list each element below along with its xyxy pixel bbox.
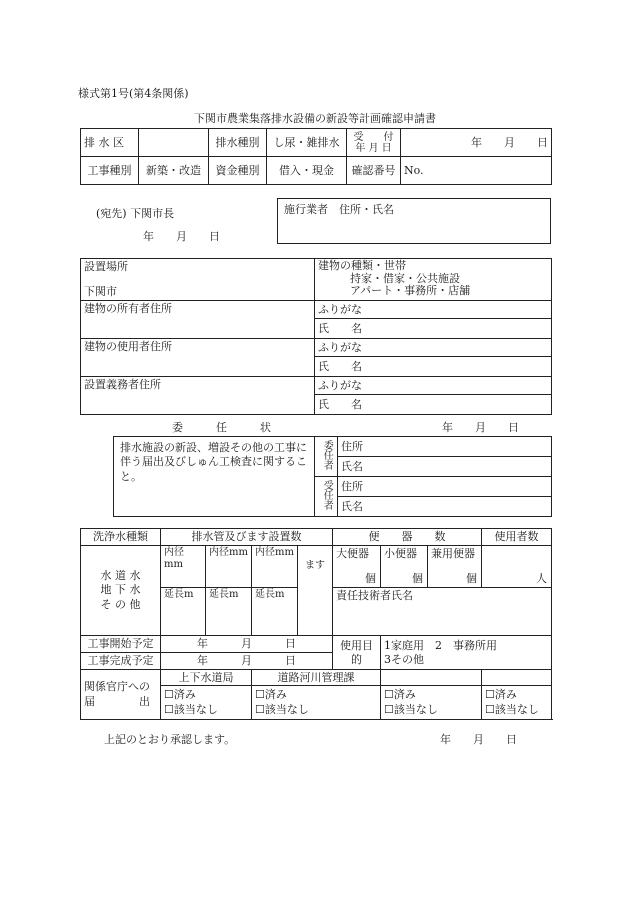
- fund-type-label: 資金種別: [209, 157, 267, 185]
- purpose-label: 使用目的: [333, 636, 381, 670]
- approval-date[interactable]: 年 月 日: [440, 733, 517, 746]
- fund-type-value[interactable]: 借入・現金: [267, 157, 347, 185]
- combined-fixture[interactable]: 兼用便器 個: [428, 546, 482, 588]
- length-2[interactable]: 延長m: [206, 588, 252, 636]
- proxy-title: 委 任 状: [172, 421, 271, 434]
- purpose-value[interactable]: 1家庭用 2 事務所用 3その他: [381, 636, 552, 670]
- delegator-name[interactable]: 氏名: [338, 457, 552, 477]
- owner-name[interactable]: 氏 名: [315, 319, 552, 339]
- received-date[interactable]: 年 月 日: [401, 129, 552, 157]
- install-place-cell[interactable]: [81, 259, 315, 301]
- length-1[interactable]: 延長m: [161, 588, 206, 636]
- proxy-date[interactable]: 年 月 日: [442, 421, 519, 434]
- received-label: 受 付 年 月 日: [347, 129, 401, 157]
- notify-label: 関係官庁への 届 出: [81, 670, 161, 720]
- obligor-name[interactable]: 氏 名: [315, 395, 552, 415]
- delegatee-label: 受任者: [315, 477, 338, 517]
- addressee-date[interactable]: 年 月 日: [143, 230, 220, 243]
- notify-water[interactable]: ☐済み ☐該当なし: [161, 686, 252, 720]
- office-blank-2: [482, 670, 552, 686]
- end-date[interactable]: 年 月 日: [161, 653, 333, 670]
- confirm-no-label: 確認番号: [347, 157, 401, 185]
- engineer-name[interactable]: 責任技術者氏名: [333, 588, 552, 636]
- user-furigana[interactable]: ふりがな: [315, 339, 552, 357]
- users-count[interactable]: 人: [482, 546, 552, 588]
- obligor-addr-label[interactable]: 設置義務者住所: [81, 377, 315, 415]
- header-table: [80, 128, 552, 185]
- delegatee-name[interactable]: 氏名: [338, 497, 552, 517]
- notify-other-2[interactable]: ☐済み ☐該当なし: [482, 686, 552, 720]
- building-type-line2: 持家・借家・公共施設: [350, 271, 460, 285]
- length-3[interactable]: 延長m: [252, 588, 298, 636]
- form-id: 様式第1号(第4条関係): [78, 87, 189, 100]
- building-type-cell[interactable]: [315, 259, 552, 301]
- install-place-label: 設置場所: [84, 260, 128, 273]
- proxy-table: [113, 436, 552, 517]
- confirm-no-value[interactable]: No.: [401, 157, 552, 185]
- approval-text: 上記のとおり承認します。: [104, 733, 236, 746]
- building-type-label: 建物の種類・世帯: [318, 259, 406, 272]
- work-type-value[interactable]: 新築・改造: [139, 157, 209, 185]
- obligor-furigana[interactable]: ふりがな: [315, 377, 552, 395]
- start-date[interactable]: 年 月 日: [161, 636, 333, 653]
- install-place-city: 下関市: [84, 284, 117, 298]
- drain-area-value[interactable]: [139, 129, 209, 157]
- delegator-label: 委任者: [315, 437, 338, 477]
- user-name[interactable]: 氏 名: [315, 357, 552, 377]
- building-type-line3: アパート・事務所・店舗: [350, 284, 471, 298]
- delegatee-address[interactable]: 住所: [338, 477, 552, 497]
- notify-other-1[interactable]: ☐済み ☐該当なし: [381, 686, 482, 720]
- contractor-label: 施行業者 住所・氏名: [284, 203, 394, 216]
- inner-dia-1[interactable]: 内径mm: [161, 546, 206, 588]
- location-table: [80, 258, 552, 415]
- wash-type-label: 洗浄水種類: [81, 529, 161, 546]
- inner-dia-2[interactable]: 内径mm: [206, 546, 252, 588]
- office-river: 道路河川管理課: [252, 670, 381, 686]
- contractor-box[interactable]: [277, 198, 551, 244]
- pipe-label: 排水管及びます設置数: [161, 529, 333, 546]
- masu-cell[interactable]: ます: [298, 546, 333, 636]
- office-blank-1: [381, 670, 482, 686]
- delegator-address[interactable]: 住所: [338, 437, 552, 457]
- small-fixture[interactable]: 小便器 個: [381, 546, 428, 588]
- page-title: 下関市農業集落排水設備の新設等計画確認申請書: [194, 112, 436, 125]
- owner-addr-label[interactable]: 建物の所有者住所: [81, 301, 315, 339]
- drain-area-label: 排 水 区: [81, 129, 139, 157]
- fixtures-label: 便 器 数: [333, 529, 482, 546]
- inner-dia-3[interactable]: 内径mm: [252, 546, 298, 588]
- notify-river[interactable]: ☐済み ☐該当なし: [252, 686, 381, 720]
- water-types[interactable]: 水 道 水 地 下 水 そ の 他: [81, 546, 161, 636]
- owner-furigana[interactable]: ふりがな: [315, 301, 552, 319]
- proxy-text: 排水施設の新設、増設その他の工事に伴う届出及びしゅん工検査に関すること。: [114, 437, 315, 517]
- large-fixture[interactable]: 大便器 個: [333, 546, 381, 588]
- office-water: 上下水道局: [161, 670, 252, 686]
- end-label: 工事完成予定: [81, 653, 161, 670]
- work-type-label: 工事種別: [81, 157, 139, 185]
- start-label: 工事開始予定: [81, 636, 161, 653]
- user-addr-label[interactable]: 建物の使用者住所: [81, 339, 315, 377]
- detail-table: [80, 528, 552, 720]
- drain-type-value[interactable]: し尿・雑排水: [267, 129, 347, 157]
- users-label: 使用者数: [482, 529, 552, 546]
- addressee: (宛先) 下関市長: [96, 207, 175, 220]
- drain-type-label: 排水種別: [209, 129, 267, 157]
